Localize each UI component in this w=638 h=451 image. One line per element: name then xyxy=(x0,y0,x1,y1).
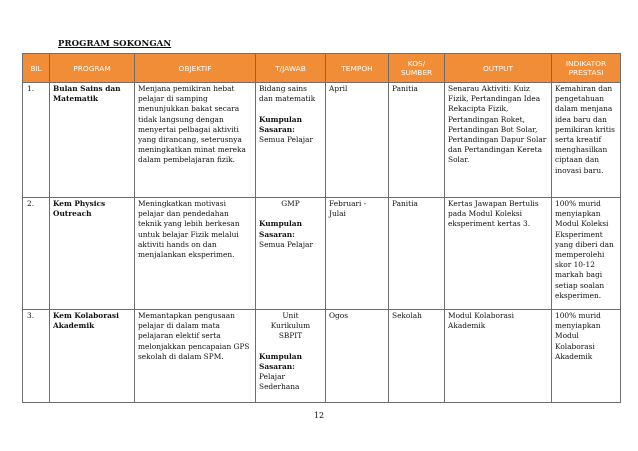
tjawab-text: Bidang sains dan matematik xyxy=(259,84,316,104)
cell-program: Kem Physics Outreach xyxy=(50,198,135,310)
header-output: OUTPUT xyxy=(445,54,552,83)
header-objektif: OBJEKTIF xyxy=(135,54,256,83)
sasaran-text: Semua Pelajar xyxy=(259,135,313,145)
cell-kos: Sekolah xyxy=(389,310,445,403)
cell-program: Kem Kolaborasi Akademik xyxy=(50,310,135,403)
program-table xyxy=(22,53,621,403)
header-row xyxy=(23,54,621,83)
cell-tempoh: Februari - Julai xyxy=(326,198,389,310)
sasaran-label: Kumpulan Sasaran: xyxy=(259,114,302,134)
table-row xyxy=(23,310,621,403)
cell-kos: Panitia xyxy=(389,198,445,310)
cell-tjawab xyxy=(256,310,326,403)
cell-indikator: 100% murid menyiapkan Modul Kolaborasi Akademik xyxy=(552,310,621,403)
cell-bil: 3. xyxy=(23,310,50,403)
cell-objektif: Menjana pemikiran hebat pelajar di samping menunjukkan bakat secara tidak langsung dengan menyertai pelbagai aktiviti yang dirancang, seterusnya meningkatkan minat mereka dalam pembelajaran fizik. xyxy=(135,83,256,198)
tjawab-text: GMP xyxy=(281,199,300,208)
cell-tjawab xyxy=(256,83,326,198)
header-bil: BIL xyxy=(23,54,50,83)
cell-tempoh: April xyxy=(326,83,389,198)
header-program: PROGRAM xyxy=(50,54,135,83)
table-row xyxy=(23,83,621,198)
cell-indikator: 100% murid menyiapkan Modul Koleksi Eksperiment yang diberi dan memperolehi skor 10-12 markah bagi setiap soalan eksperimen. xyxy=(552,198,621,310)
cell-indikator: Kemahiran dan pengetahuan dalam menjana idea baru dan pemikiran kritis serta kreatif menghasilkan ciptaan dan inovasi baru. xyxy=(552,83,621,198)
page-number: 12 xyxy=(313,411,325,420)
cell-output: Senarau Aktiviti: Kuiz Fizik, Pertandingan Idea Rekacipta Fizik, Pertandingan Roket, Pertandingan Bot Solar, Pertandingan Dapur Solar dan Pertandingan Kereta Solar. xyxy=(445,83,552,198)
cell-objektif: Memantapkan pengusaan pelajar di dalam mata pelajaran elektif serta melonjakkan pencapaian GPS sekolah di dalam SPM. xyxy=(135,310,256,403)
header-tempoh: TEMPOH xyxy=(326,54,389,83)
cell-program: Bulan Sains dan Matematik xyxy=(50,83,135,198)
sasaran-label: Kumpulan Sasaran: xyxy=(259,219,302,239)
cell-tempoh: Ogos xyxy=(326,310,389,403)
cell-bil: 2. xyxy=(23,198,50,310)
cell-tjawab xyxy=(256,198,326,310)
sasaran-text: Pelajar Sederhana xyxy=(259,372,300,392)
section-title: PROGRAM SOKONGAN xyxy=(58,39,172,49)
header-tjawab: T/JAWAB xyxy=(256,54,326,83)
tjawab-text: Unit Kurikulum SBPIT xyxy=(270,311,311,341)
header-indikator: INDIKATOR PRESTASI xyxy=(552,54,621,83)
cell-bil: 1. xyxy=(23,83,50,198)
sasaran-label: Kumpulan Sasaran: xyxy=(259,351,302,372)
sasaran-text: Semua Pelajar xyxy=(259,239,313,249)
cell-kos: Panitia xyxy=(389,83,445,198)
header-kos: KOS/ SUMBER xyxy=(389,54,445,83)
cell-objektif: Meningkatkan motivasi pelajar dan pendedahan teknik yang lebih berkesan untuk belajar Fizik melalui aktiviti hands on dan menjalankan eksperimen. xyxy=(135,198,256,310)
cell-output: Kertas Jawapan Bertulis pada Modul Koleksi eksperiment kertas 3. xyxy=(445,198,552,310)
cell-output: Modul Kolaborasi Akademik xyxy=(445,310,552,403)
table-row xyxy=(23,198,621,310)
